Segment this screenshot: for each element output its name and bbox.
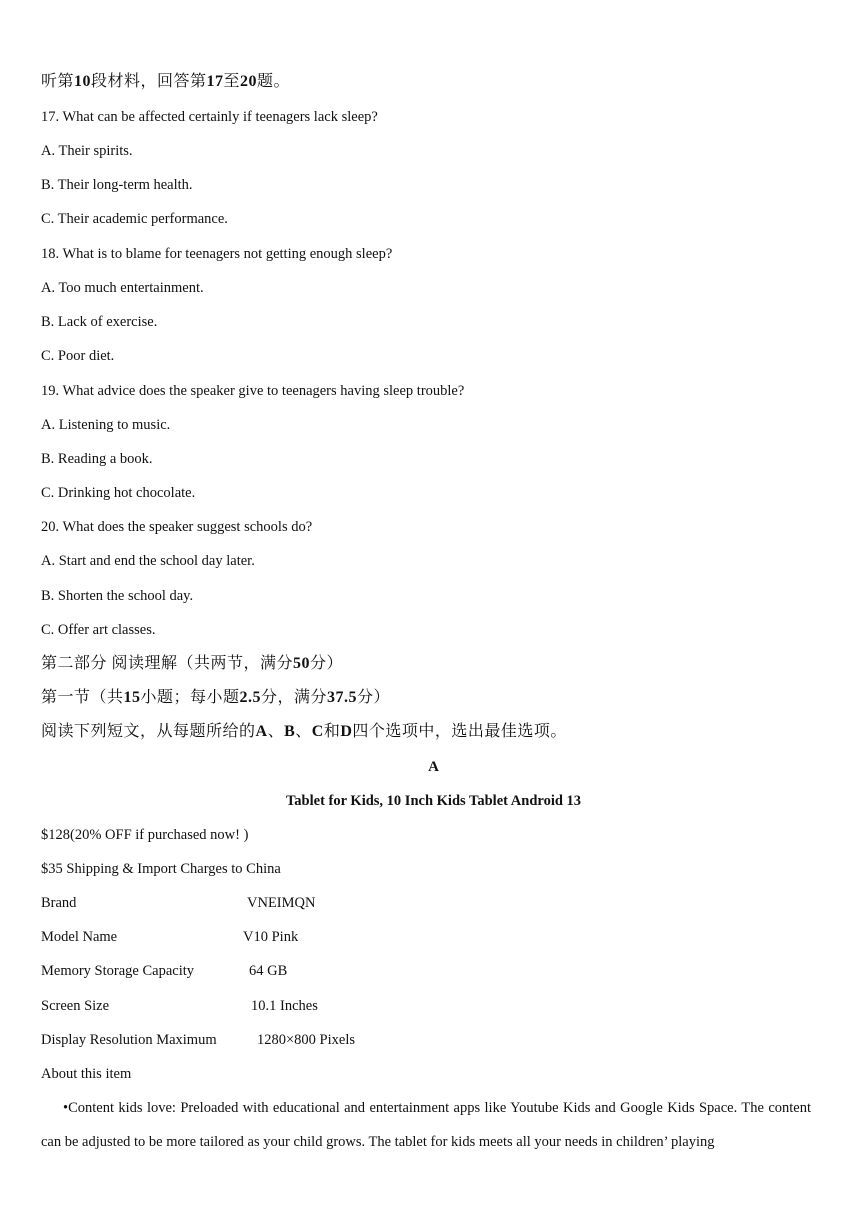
heading-text: 分） bbox=[310, 655, 344, 672]
shipping-line: $35 Shipping & Import Charges to China bbox=[41, 861, 281, 877]
instruction-text: 阅读下列短文，从每题所给的 bbox=[41, 723, 256, 740]
question-20-stem: 20. What does the speaker suggest schools do? bbox=[41, 519, 313, 535]
option-letter: C bbox=[311, 723, 324, 740]
section-10-heading bbox=[41, 72, 290, 92]
heading-text: 分，满分 bbox=[261, 689, 328, 706]
question-20-option-b: B. Shorten the school day. bbox=[41, 588, 194, 604]
reading-instruction bbox=[41, 722, 567, 742]
about-heading: About this item bbox=[41, 1066, 132, 1082]
question-20-option-a: A. Start and end the school day later. bbox=[41, 553, 255, 569]
heading-number: 37.5 bbox=[327, 689, 358, 706]
spec-label: Model Name bbox=[41, 929, 118, 945]
heading-text: 第一节（共 bbox=[41, 689, 124, 706]
question-20-option-c: C. Offer art classes. bbox=[41, 622, 156, 638]
question-19-option-b: B. Reading a book. bbox=[41, 451, 153, 467]
question-17-option-b: B. Their long-term health. bbox=[41, 177, 193, 193]
spec-value: 1280×800 Pixels bbox=[257, 1032, 356, 1048]
heading-text: 段材料，回答第 bbox=[91, 73, 207, 90]
passage-letter: A bbox=[428, 759, 439, 775]
question-18-stem: 18. What is to blame for teenagers not getting enough sleep? bbox=[41, 246, 393, 262]
heading-number: 15 bbox=[123, 689, 141, 706]
option-letter: A bbox=[255, 723, 268, 740]
spec-label: Brand bbox=[41, 895, 77, 911]
heading-text: 至 bbox=[223, 73, 241, 90]
heading-text: 题。 bbox=[257, 73, 291, 90]
heading-number: 17 bbox=[206, 73, 224, 90]
instruction-text: 四个选项中，选出最佳选项。 bbox=[352, 723, 567, 740]
question-17-option-c: C. Their academic performance. bbox=[41, 211, 228, 227]
question-17-option-a: A. Their spirits. bbox=[41, 143, 133, 159]
spec-row-model-name bbox=[41, 927, 541, 947]
heading-text: 听第 bbox=[41, 73, 75, 90]
heading-number: 10 bbox=[74, 73, 92, 90]
passage-title: Tablet for Kids, 10 Inch Kids Tablet Android 13 bbox=[285, 793, 582, 809]
part-2-heading bbox=[41, 654, 343, 674]
spec-value: VNEIMQN bbox=[247, 895, 316, 911]
bullet-content-kids-love: •Content kids love: Preloaded with educational and entertainment apps like Youtube Kids and Google Kids Space. The content can be adjusted to be more tailored as your child grows. The tablet for kids meets all your needs in children’ playing bbox=[41, 1100, 811, 1151]
question-18-option-c: C. Poor diet. bbox=[41, 348, 115, 364]
heading-number: 50 bbox=[293, 655, 311, 672]
heading-number: 20 bbox=[240, 73, 258, 90]
question-17-stem: 17. What can be affected certainly if teenagers lack sleep? bbox=[41, 109, 378, 125]
spec-label: Memory Storage Capacity bbox=[41, 963, 195, 979]
heading-text: 小题；每小题 bbox=[140, 689, 240, 706]
spec-row-resolution bbox=[41, 1030, 541, 1050]
spec-row-memory bbox=[41, 961, 541, 981]
heading-text: 分） bbox=[357, 689, 391, 706]
question-18-option-a: A. Too much entertainment. bbox=[41, 280, 204, 296]
spec-value: 10.1 Inches bbox=[251, 998, 318, 1014]
heading-text: 第二部分 阅读理解（共两节，满分 bbox=[41, 655, 294, 672]
option-letter: B bbox=[284, 723, 296, 740]
spec-row-screen-size bbox=[41, 996, 541, 1016]
instruction-text: 和 bbox=[323, 723, 341, 740]
question-19-option-a: A. Listening to music. bbox=[41, 417, 171, 433]
question-19-stem: 19. What advice does the speaker give to teenagers having sleep trouble? bbox=[41, 383, 465, 399]
instruction-text: 、 bbox=[267, 723, 285, 740]
spec-row-brand bbox=[41, 893, 541, 913]
spec-value: 64 GB bbox=[249, 963, 288, 979]
spec-label: Screen Size bbox=[41, 998, 110, 1014]
price-line: $128(20% OFF if purchased now! ) bbox=[41, 827, 249, 843]
heading-number: 2.5 bbox=[239, 689, 262, 706]
spec-value: V10 Pink bbox=[243, 929, 299, 945]
option-letter: D bbox=[340, 723, 353, 740]
section-1-heading bbox=[41, 688, 390, 708]
question-18-option-b: B. Lack of exercise. bbox=[41, 314, 158, 330]
question-19-option-c: C. Drinking hot chocolate. bbox=[41, 485, 196, 501]
spec-label: Display Resolution Maximum bbox=[41, 1032, 217, 1048]
instruction-text: 、 bbox=[295, 723, 312, 740]
